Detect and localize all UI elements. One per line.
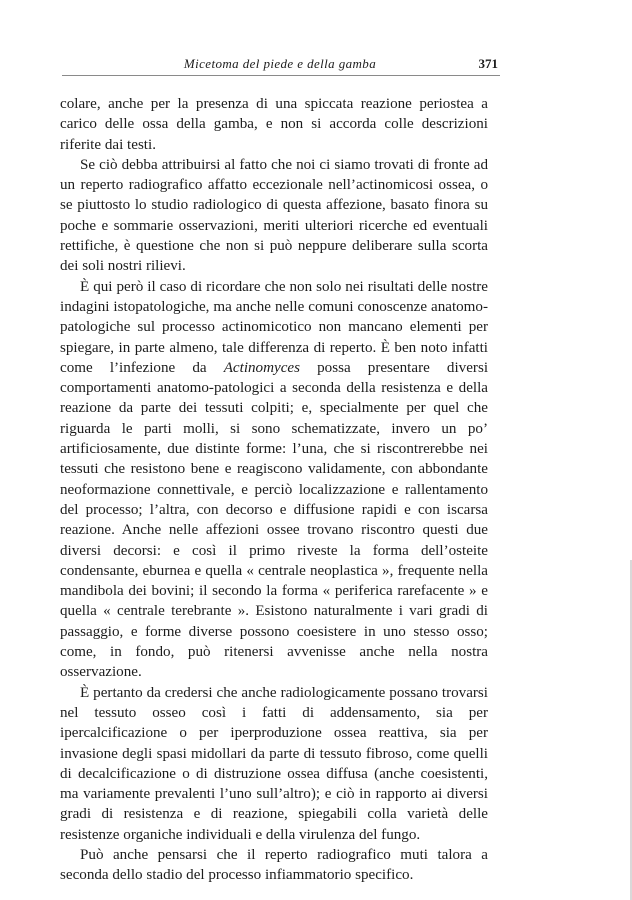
paragraph-3-text-a: È qui però il caso di ricordare che non solo nei risultati delle nostre indagini istopatologiche, ma anche nelle comuni conoscenze anatomo-patologiche sul processo actinomicotico non mancano elementi per spiegare, in parte almeno, tale differenza di reperto. È ben noto infatti come l’infezione da [60,278,488,376]
paragraph-4: È pertanto da credersi che anche radiologicamente possano trovarsi nel tessuto osseo così i fatti di addensamento, sia per ipercalcificazione o per iperproduzione ossea reattiva, sia per invasione degli spasi midollari da parte di tessuto fibroso, come quelli di decalcificazione o di distruzione ossea diffusa (anche coesistenti, ma variamente prevalenti l’uno sull’altro); e ciò in rapporto ai diversi gradi di resistenza e di reazione, spiegabili colla varietà delle resistenze organiche individuali e della virulenza del fungo. [60,684,488,843]
page-header [60,52,500,74]
paragraph-3 [60,277,488,683]
paragraph-3-text-b: possa presentare diversi comportamenti anatomo-patologici a seconda della resistenza e della reazione da parte dei tessuti colpiti; e, specialmente per quel che riguarda le parti molli, si sono schematizzate, invero un po’ artificiosamente, due distinte forme: l’una, che si riscontrerebbe nei tessuti che resistono bene e reagiscono validamente, con abbondante neoformazione connettivale, e perciò localizzazione e rallentamento del processo; l’altra, con decorso e diffusione rapidi e con iscarsa reazione. Anche nelle affezioni ossee trovano riscontro questi due diversi decorsi: e così il primo riveste la forma dell’osteite condensante, eburnea e quella « centrale neoplastica », frequente nella mandibola dei bovini; il secondo la forma « periferica rarefacente » e quella « centrale terebrante ». Esistono naturalmente i vari gradi di passaggio, e forme diverse possono coesistere in uno stesso osso; come, in fondo, può ritenersi avvenisse anche nella nostra osservazione. [60,359,489,681]
paragraph-1: colare, anche per la presenza di una spiccata reazione periostea a carico delle ossa della gamba, e non si accorda colle descrizioni riferite dai testi. [60,96,488,153]
header-rule [62,75,500,76]
running-title: Micetoma del piede e della gamba [183,56,377,71]
body-text [60,94,488,886]
page-number: 371 [478,56,498,71]
paragraph-2: Se ciò debba attribuirsi al fatto che noi ci siamo trovati di fronte ad un reperto radiografico affatto eccezionale nell’actinomicosi ossea, o se piuttosto lo studio radiologico di questa affezione, basato finora su poche e sommarie osservazioni, meriti ulteriori ricerche ed eventuali rettifiche, è questione che non si può neppure deliberare sulla scorta dei soli nostri rilievi. [60,156,488,275]
species-name: Actinomyces [223,359,300,376]
paragraph-5: Può anche pensarsi che il reperto radiografico muti talora a seconda dello stadio del processo infiammatorio specifico. [60,846,488,884]
